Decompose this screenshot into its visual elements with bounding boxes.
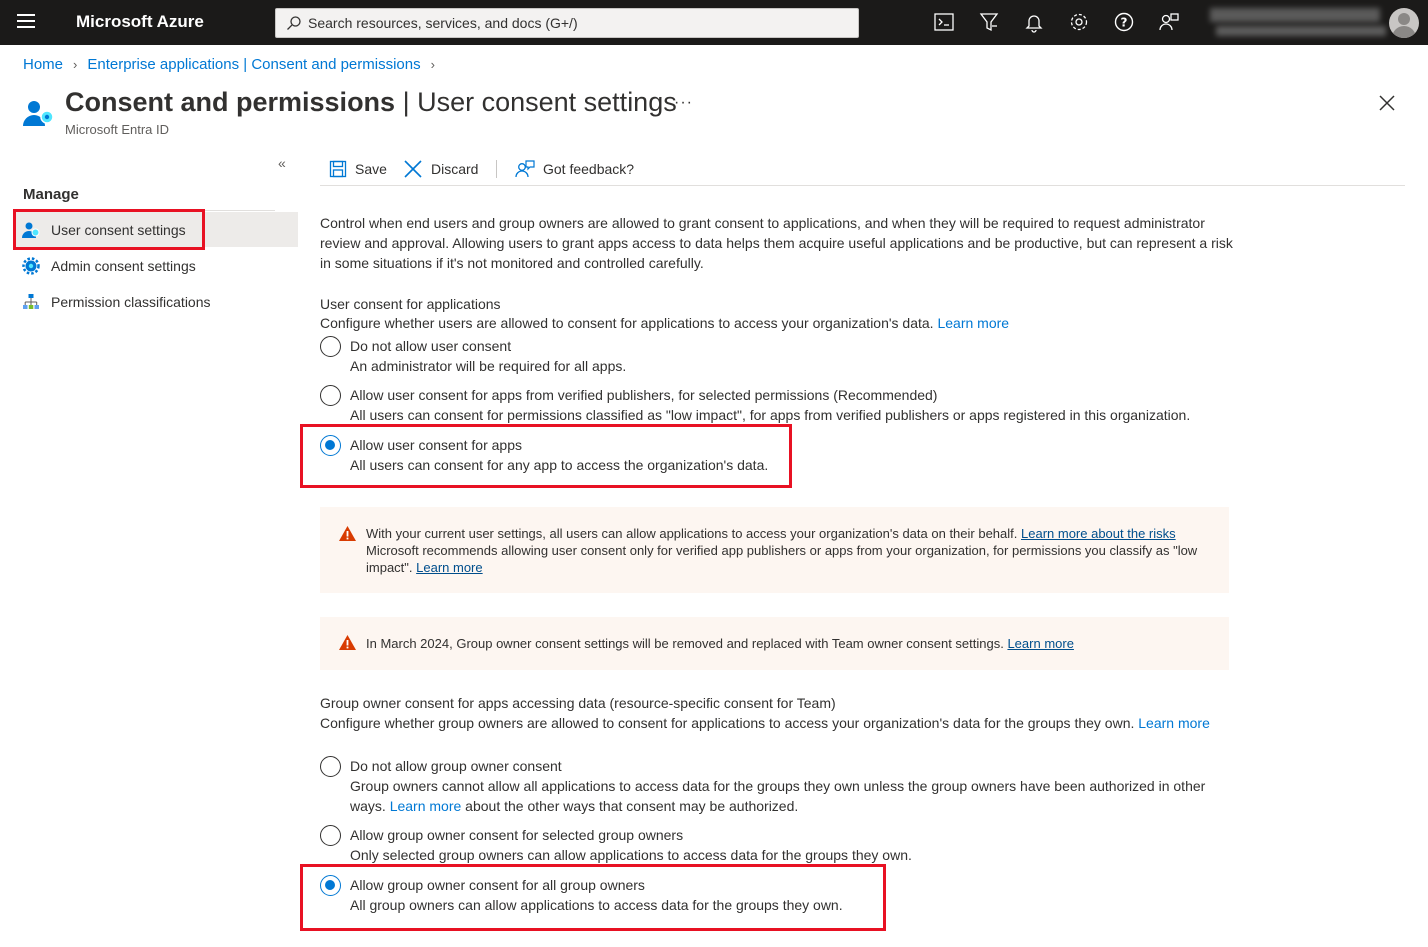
page-subtitle: Microsoft Entra ID	[65, 122, 170, 137]
warning-line: In March 2024, Group owner consent settings will be removed and replaced with Team owner consent settings.	[366, 636, 1004, 651]
sidebar-item-label: User consent settings	[51, 221, 186, 238]
save-button[interactable]	[329, 158, 387, 180]
discard-button[interactable]	[403, 158, 478, 180]
radio-description: All users can consent for permissions classified as "low impact", for apps from verified publishers or apps registered in this organization.	[350, 407, 1191, 423]
feedback-icon[interactable]	[1158, 11, 1180, 33]
save-label: Save	[355, 161, 387, 177]
sidebar-item-label: Permission classifications	[51, 293, 211, 310]
collapse-sidebar-icon[interactable]: «	[278, 155, 286, 171]
search-box[interactable]	[275, 8, 859, 38]
feedback-icon	[515, 159, 535, 179]
breadcrumb	[23, 56, 445, 73]
svg-text:?: ?	[1120, 15, 1128, 30]
help-icon[interactable]	[1113, 11, 1135, 33]
search-input[interactable]	[308, 13, 848, 33]
notifications-icon[interactable]	[1023, 11, 1045, 33]
other-ways-learn-more-link[interactable]: Learn more	[389, 798, 462, 814]
warning-banner-user-consent	[320, 507, 1229, 593]
radio-button[interactable]	[320, 825, 341, 846]
breadcrumb-enterprise-link[interactable]: Enterprise applications | Consent and permissions	[87, 56, 421, 73]
sidebar-item-permission-classifications[interactable]	[14, 284, 298, 319]
toolbar-divider	[496, 160, 497, 178]
description-text: Configure whether group owners are allowed to consent for applications to access your organization's data for the groups they own.	[320, 715, 1135, 731]
page-title: Consent and permissions | User consent settings	[65, 87, 677, 117]
radio-label: Allow user consent for apps from verified publishers, for selected permissions (Recommended)	[350, 387, 938, 403]
chevron-right-icon: ›	[430, 57, 435, 72]
save-icon	[329, 160, 347, 178]
user-consent-learn-more-link[interactable]: Learn more	[937, 315, 1010, 331]
radio-description: All users can consent for any app to access the organization's data.	[350, 457, 769, 473]
warning-line: Microsoft recommends allowing user consent only for verified app publishers or apps from your organization, for permissions you classify as "low impact".	[366, 543, 1198, 575]
sidebar-section-manage: Manage	[23, 186, 79, 203]
brand-title[interactable]: Microsoft Azure	[76, 12, 204, 31]
consent-permissions-icon	[22, 98, 56, 128]
warning-line: With your current user settings, all users can allow applications to access your organization's data on their behalf.	[366, 526, 1018, 541]
feedback-button[interactable]	[515, 158, 634, 180]
sidebar-item-label: Admin consent settings	[51, 257, 196, 274]
feedback-label: Got feedback?	[543, 161, 635, 177]
warning-text	[366, 635, 1211, 652]
discard-icon	[403, 159, 423, 179]
radio-label: Allow group owner consent for selected group owners	[350, 827, 684, 843]
radio-button[interactable]	[320, 756, 341, 777]
breadcrumb-home-link[interactable]: Home	[23, 56, 64, 73]
description-text: Group owners cannot allow all applications to access data for the groups they own unless the group owners have been authorized in other ways.	[350, 778, 1206, 814]
warning-learn-more-link[interactable]: Learn more	[416, 560, 483, 575]
user-consent-description	[320, 313, 1009, 333]
cloud-shell-icon[interactable]	[933, 11, 955, 33]
warning-icon	[338, 634, 357, 651]
radio-label: Do not allow user consent	[350, 338, 512, 354]
more-options-icon[interactable]: ···	[674, 94, 693, 111]
radio-description: Only selected group owners can allow applications to access data for the groups they own.	[350, 847, 912, 863]
user-consent-heading: User consent for applications	[320, 296, 501, 312]
gear-icon	[22, 257, 40, 275]
learn-more-risks-link[interactable]: Learn more about the risks	[1021, 526, 1176, 541]
close-icon[interactable]	[1378, 94, 1396, 112]
account-info[interactable]	[1210, 6, 1386, 38]
top-bar	[0, 0, 1428, 45]
description-text: about the other ways that consent may be authorized.	[465, 798, 799, 814]
divider	[23, 210, 275, 211]
radio-description: All group owners can allow applications to access data for the groups they own.	[350, 897, 843, 913]
radio-label: Do not allow group owner consent	[350, 758, 562, 774]
avatar[interactable]	[1389, 8, 1419, 38]
description-text: Configure whether users are allowed to consent for applications to access your organization's data.	[320, 315, 934, 331]
warning-icon	[338, 525, 357, 542]
command-bar	[320, 152, 1405, 186]
radio-description	[350, 776, 1225, 816]
directory-filter-icon[interactable]	[978, 11, 1000, 33]
warning-learn-more-link[interactable]: Learn more	[1007, 636, 1074, 651]
radio-button[interactable]	[320, 385, 341, 406]
group-consent-heading: Group owner consent for apps accessing data (resource-specific consent for Team)	[320, 695, 836, 711]
radio-description: An administrator will be required for all apps.	[350, 358, 627, 374]
group-consent-learn-more-link[interactable]: Learn more	[1138, 715, 1210, 731]
warning-text	[366, 525, 1211, 576]
sidebar-item-user-consent-settings[interactable]	[14, 212, 298, 247]
discard-label: Discard	[431, 161, 479, 177]
intro-text: Control when end users and group owners are allowed to grant consent to applications, and when they will be required to request administrator review and approval. Allowing users to grant apps access to data helps them acquire useful applications and be productive, but can represent a risk in some situations if it's not monitored and controlled carefully.	[320, 215, 1233, 271]
radio-button-selected[interactable]	[320, 435, 341, 456]
radio-label: Allow user consent for apps	[350, 437, 522, 453]
radio-button-selected[interactable]	[320, 875, 341, 896]
search-icon	[286, 15, 302, 31]
radio-button[interactable]	[320, 336, 341, 357]
chevron-right-icon: ›	[73, 57, 78, 72]
hierarchy-icon	[22, 293, 40, 311]
settings-icon[interactable]	[1068, 11, 1090, 33]
group-consent-description	[320, 713, 1220, 733]
user-settings-icon	[22, 221, 40, 239]
radio-label: Allow group owner consent for all group owners	[350, 877, 645, 893]
sidebar-item-admin-consent-settings[interactable]	[14, 248, 298, 283]
menu-icon[interactable]	[17, 14, 35, 30]
warning-banner-group-owner	[320, 617, 1229, 670]
